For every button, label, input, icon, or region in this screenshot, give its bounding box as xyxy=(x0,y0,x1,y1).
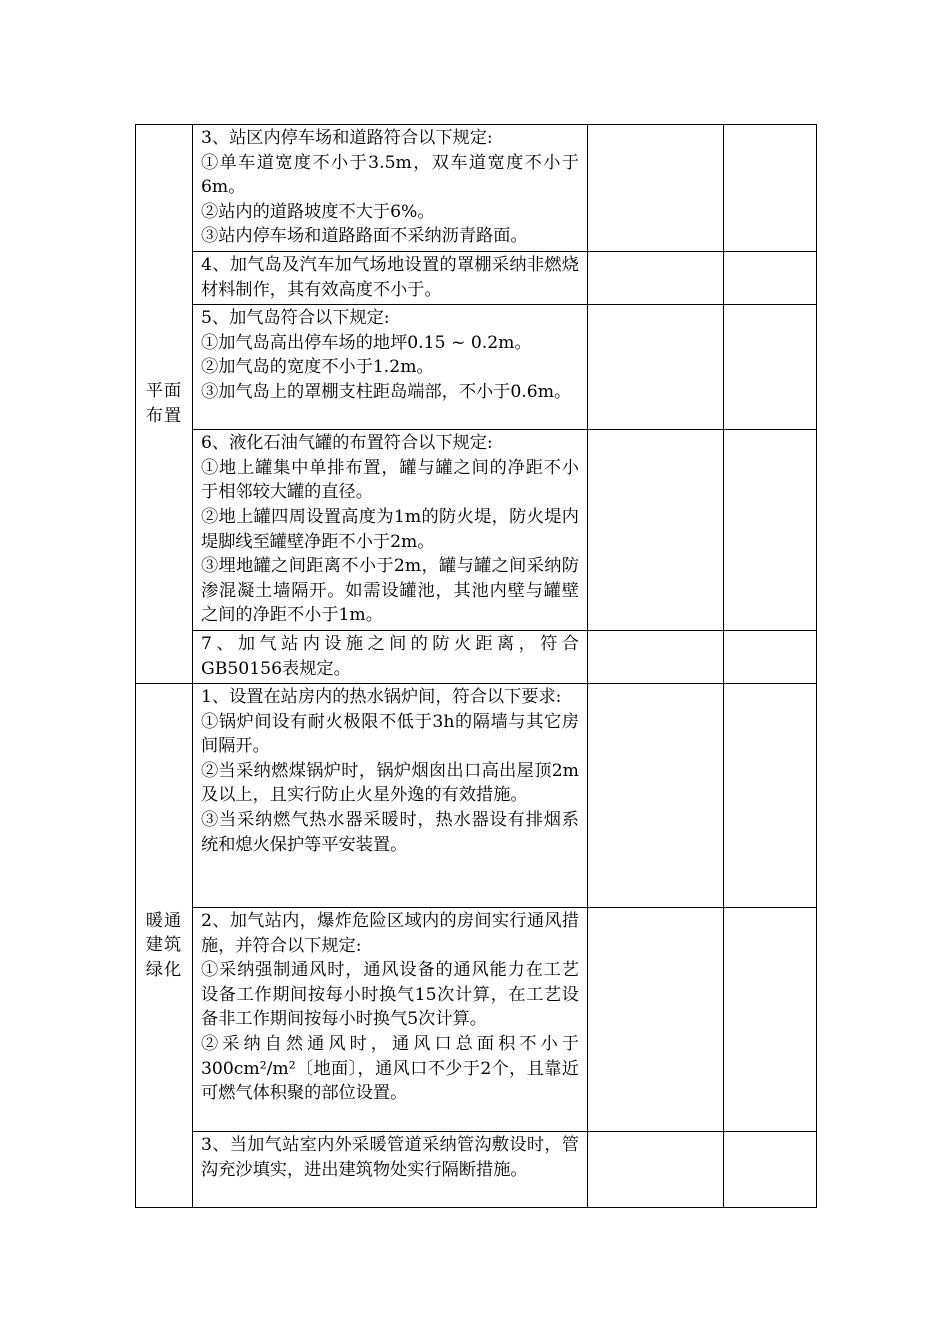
result-cell[interactable] xyxy=(588,630,724,683)
requirement-cell xyxy=(193,430,588,631)
category-label: 平面 xyxy=(145,381,183,402)
category-cell-hvac xyxy=(136,684,193,1208)
requirement-text: ①单车道宽度不小于3.5m，双车道宽度不小于6m。 xyxy=(201,152,579,198)
requirement-text: ①锅炉间设有耐火极限不低于3h的隔墙与其它房间隔开。 xyxy=(201,711,579,757)
requirement-text: ①加气岛高出停车场的地坪0.15 ~ 0.2m。 xyxy=(201,332,532,353)
category-label: 建筑 xyxy=(145,935,183,956)
requirement-text: ②采纳自然通风时，通风口总面积不小于300cm²/m²〔地面〕，通风口不少于2个，且靠近可燃气体积聚的部位设置。 xyxy=(201,1034,579,1104)
requirement-text: 5、加气岛符合以下规定: xyxy=(201,308,390,329)
category-cell-layout xyxy=(136,125,193,684)
requirement-cell xyxy=(193,125,588,252)
table-row xyxy=(136,305,817,430)
remark-cell[interactable] xyxy=(724,430,817,631)
requirement-text: 3、站区内停车场和道路符合以下规定: xyxy=(201,128,493,148)
remark-cell[interactable] xyxy=(724,1132,817,1208)
requirement-cell xyxy=(193,305,588,430)
table-row xyxy=(136,908,817,1132)
requirement-cell xyxy=(193,908,588,1132)
table-row xyxy=(136,1132,817,1208)
requirement-text: ③加气岛上的罩棚支柱距岛端部，不小于0.6m。 xyxy=(201,381,572,402)
requirement-text: ①采纳强制通风时，通风设备的通风能力在工艺设备工作期间按每小时换气15次计算，在工艺设备非工作期间按每小时换气5次计算。 xyxy=(201,960,579,1030)
requirement-text: ②站内的道路坡度不大于6%。 xyxy=(201,201,435,222)
remark-cell[interactable] xyxy=(724,630,817,683)
category-label: 暖通 xyxy=(145,910,183,931)
requirement-cell xyxy=(193,1132,588,1208)
result-cell[interactable] xyxy=(588,908,724,1132)
requirement-text: ②地上罐四周设置高度为1m的防火堤，防火堤内堤脚线至罐壁净距不小于2m。 xyxy=(201,506,579,552)
requirement-text: ②加气岛的宽度不小于1.2m。 xyxy=(201,357,434,378)
requirement-text: ②当采纳燃煤锅炉时，锅炉烟囱出口高出屋顶2m及以上，且实行防止火星外逸的有效措施。 xyxy=(201,760,579,806)
requirement-text: 3、当加气站室内外采暖管道采纳管沟敷设时，管沟充沙填实，进出建筑物处实行隔断措施。 xyxy=(201,1135,579,1180)
inspection-table xyxy=(135,124,817,1208)
result-cell[interactable] xyxy=(588,684,724,908)
requirement-text: 2、加气站内，爆炸危险区域内的房间实行通风措施，并符合以下规定: xyxy=(201,911,579,956)
remark-cell[interactable] xyxy=(724,251,817,304)
result-cell[interactable] xyxy=(588,1132,724,1208)
table-row xyxy=(136,251,817,304)
requirement-text: ①地上罐集中单排布置，罐与罐之间的净距不小于相邻较大罐的直径。 xyxy=(201,457,579,503)
requirement-text: ③当采纳燃气热水器采暖时，热水器设有排烟系统和熄火保护等平安装置。 xyxy=(201,810,579,855)
category-label: 绿化 xyxy=(145,959,183,980)
requirement-text: ③站内停车场和道路路面不采纳沥青路面。 xyxy=(201,226,528,247)
result-cell[interactable] xyxy=(588,125,724,252)
result-cell[interactable] xyxy=(588,430,724,631)
requirement-cell xyxy=(193,684,588,908)
requirement-text: 6、液化石油气罐的布置符合以下规定: xyxy=(201,433,493,454)
requirement-text: 1、设置在站房内的热水锅炉间，符合以下要求: xyxy=(201,687,562,708)
result-cell[interactable] xyxy=(588,251,724,304)
requirement-text: 7、加气站内设施之间的防火距离，符合GB50156表规定。 xyxy=(201,633,579,679)
table-row xyxy=(136,684,817,908)
remark-cell[interactable] xyxy=(724,684,817,908)
requirement-cell xyxy=(193,630,588,683)
table-row xyxy=(136,125,817,252)
table-row xyxy=(136,630,817,683)
requirement-cell xyxy=(193,251,588,304)
requirement-text: ③埋地罐之间距离不小于2m，罐与罐之间采纳防渗混凝土墙隔开。如需设罐池，其池内壁与罐壁之间的净距不小于1m。 xyxy=(201,556,579,626)
category-label: 布置 xyxy=(145,406,183,427)
remark-cell[interactable] xyxy=(724,125,817,252)
remark-cell[interactable] xyxy=(724,305,817,430)
result-cell[interactable] xyxy=(588,305,724,430)
requirement-text: 4、加气岛及汽车加气场地设置的罩棚采纳非燃烧材料制作，其有效高度不小于。 xyxy=(201,254,579,300)
remark-cell[interactable] xyxy=(724,908,817,1132)
table-row xyxy=(136,430,817,631)
